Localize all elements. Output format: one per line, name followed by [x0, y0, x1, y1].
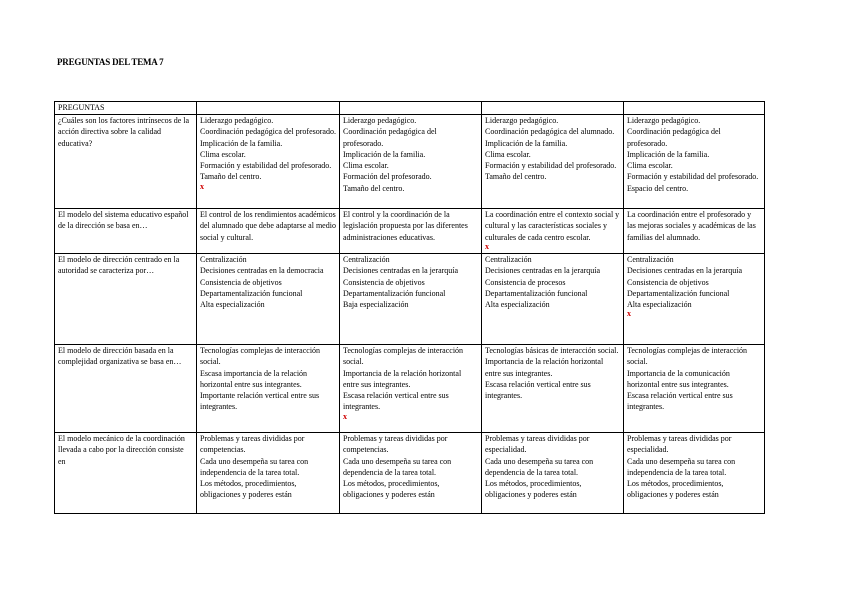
question-row: [55, 254, 765, 345]
option-line: Departamentalización funcional: [485, 288, 588, 298]
option-line: Escasa relación vertical entre sus integrantes.: [627, 391, 733, 412]
option-line: Centralización: [200, 255, 247, 264]
answer-option-cell: [340, 254, 482, 345]
option-line: Los métodos, procedimientos, obligaciones y poderes están: [485, 479, 582, 500]
option-line: Los métodos, procedimientos, obligaciones y poderes están: [627, 479, 724, 500]
option-line: Alta especialización: [485, 300, 550, 310]
answer-option-cell: [482, 115, 624, 209]
question-text: El modelo mecánico de la coordinación llevada a cabo por la dirección consiste en: [58, 434, 185, 466]
answer-option-cell: [624, 115, 765, 209]
option-line: Coordinación pedagógica del profesorado.: [343, 127, 437, 148]
answer-option-cell: [340, 115, 482, 209]
option-line: Baja especialización: [343, 300, 409, 310]
question-cell: [55, 254, 197, 345]
option-line: Liderazgo pedagógico.: [627, 116, 701, 125]
answer-option-cell: [482, 345, 624, 433]
option-line: Cada uno desempeña su tarea con independencia de la tarea total.: [627, 456, 736, 477]
question-row: [55, 433, 765, 514]
question-text: El modelo del sistema educativo español de la dirección se basa en…: [58, 210, 189, 231]
questions-table: [54, 101, 765, 514]
correct-answer-mark: x: [485, 241, 489, 251]
question-text: ¿Cuáles son los factores intrínsecos de la acción directiva sobre la calidad educativa?: [58, 116, 190, 148]
option-line: Formación y estabilidad del profesorado.: [627, 172, 759, 182]
option-line: Departamentalización funcional: [200, 288, 303, 298]
option-line: Clima escolar.: [343, 161, 389, 171]
correct-answer-mark: x: [627, 309, 631, 319]
option-line: Liderazgo pedagógico.: [343, 116, 417, 125]
option-line: Formación y estabilidad del profesorado.: [485, 161, 617, 171]
option-line: Escasa importancia de la relación horizontal entre sus integrantes.: [200, 368, 308, 389]
option-line: Importancia de la comunicación horizontal entre sus integrantes.: [627, 368, 730, 389]
option-line: Problemas y tareas divididas por competencias.: [200, 434, 305, 455]
option-line: Cada uno desempeña su tarea con dependencia de la tarea total.: [485, 456, 594, 477]
option-line: Consistencia de objetivos: [627, 277, 709, 287]
option-line: El control y la coordinación de la legislación propuesta por las diferentes administraciones educativas.: [343, 210, 468, 242]
question-cell: [55, 345, 197, 433]
option-line: Decisiones centradas en la jerarquía: [343, 266, 459, 276]
header-cell: [482, 102, 624, 115]
question-cell: [55, 433, 197, 514]
answer-option-cell: [624, 345, 765, 433]
option-line: Coordinación pedagógica del alumnado.: [485, 127, 615, 137]
option-line: Cada uno desempeña su tarea con independencia de la tarea total.: [200, 456, 309, 477]
answer-option-cell: [482, 209, 624, 254]
option-line: Alta especialización: [200, 300, 265, 310]
answer-option-cell: [624, 209, 765, 254]
option-line: Los métodos, procedimientos, obligaciones y poderes están: [200, 479, 297, 500]
option-line: Liderazgo pedagógico.: [200, 116, 274, 125]
answer-option-cell: [340, 433, 482, 514]
question-cell: [55, 115, 197, 209]
option-line: Centralización: [627, 255, 674, 264]
option-line: Centralización: [343, 255, 390, 264]
option-line: Consistencia de objetivos: [200, 277, 282, 287]
document-title: PREGUNTAS DEL TEMA 7: [57, 57, 164, 67]
option-line: Clima escolar.: [485, 149, 531, 159]
header-cell: [197, 102, 340, 115]
question-text: El modelo de dirección centrado en la autoridad se caracteriza por…: [58, 255, 180, 276]
option-line: Centralización: [485, 255, 532, 264]
question-row: [55, 345, 765, 433]
header-cell: [340, 102, 482, 115]
option-line: Tecnologías complejas de interacción social.: [627, 346, 748, 367]
option-line: Implicación de la familia.: [343, 149, 426, 159]
answer-option-cell: [340, 345, 482, 433]
option-line: Decisiones centradas en la jerarquía: [485, 266, 601, 276]
option-line: Cada uno desempeña su tarea con dependencia de la tarea total.: [343, 456, 452, 477]
option-line: Tecnologías complejas de interacción social.: [200, 346, 321, 367]
option-line: Implicación de la familia.: [200, 138, 283, 148]
answer-option-cell: [624, 433, 765, 514]
answer-option-cell: [482, 254, 624, 345]
option-line: Problemas y tareas divididas por especialidad.: [485, 434, 590, 455]
option-line: Importante relación vertical entre sus integrantes.: [200, 391, 320, 412]
answer-option-cell: [197, 209, 340, 254]
option-line: El control de los rendimientos académicos del alumnado que debe adaptarse al medio social y cultural.: [200, 210, 336, 242]
option-line: Problemas y tareas divididas por competencias.: [343, 434, 448, 455]
answer-option-cell: [482, 433, 624, 514]
header-row: [55, 102, 765, 115]
header-cell: [624, 102, 765, 115]
option-line: Implicación de la familia.: [627, 149, 710, 159]
option-line: Tamaño del centro.: [343, 183, 405, 193]
option-line: Alta especialización: [627, 300, 692, 310]
option-line: Departamentalización funcional: [343, 288, 446, 298]
option-line: Problemas y tareas divididas por especialidad.: [627, 434, 732, 455]
option-line: Escasa relación vertical entre sus integrantes.: [343, 391, 449, 412]
option-line: Tamaño del centro.: [485, 172, 547, 182]
question-text: El modelo de dirección basada en la complejidad organizativa se basa en…: [58, 346, 182, 367]
option-line: Escasa relación vertical entre sus integrantes.: [485, 379, 591, 401]
option-line: Tecnologías básicas de interacción social.: [485, 346, 619, 355]
option-line: Los métodos, procedimientos, obligaciones y poderes están: [343, 479, 440, 500]
option-line: Consistencia de procesos: [485, 277, 566, 287]
correct-answer-mark: x: [343, 411, 347, 421]
answer-option-cell: [624, 254, 765, 345]
correct-answer-mark: x: [200, 181, 204, 191]
answer-option-cell: [340, 209, 482, 254]
option-line: Tamaño del centro.: [200, 172, 262, 182]
option-line: La coordinación entre el profesorado y las mejoras sociales y académicas de las familias del alumnado.: [627, 210, 756, 242]
option-line: Importancia de la relación horizontal entre sus integrantes.: [343, 368, 462, 389]
option-line: Clima escolar.: [627, 161, 673, 171]
question-row: [55, 209, 765, 254]
answer-option-cell: [197, 433, 340, 514]
option-line: Coordinación pedagógica del profesorado.: [200, 127, 336, 137]
option-line: Espacio del centro.: [627, 183, 689, 193]
option-line: Departamentalización funcional: [627, 288, 730, 298]
option-line: Decisiones centradas en la democracia: [200, 266, 324, 276]
option-line: Liderazgo pedagógico.: [485, 116, 559, 125]
option-line: Formación del profesorado.: [343, 172, 432, 182]
question-row: [55, 115, 765, 209]
option-line: Tecnologías complejas de interacción social.: [343, 346, 464, 367]
question-cell: [55, 209, 197, 254]
option-line: Decisiones centradas en la jerarquía: [627, 266, 743, 276]
answer-option-cell: [197, 115, 340, 209]
header-cell: PREGUNTAS: [55, 102, 197, 115]
option-line: Formación y estabilidad del profesorado.: [200, 161, 332, 171]
answer-option-cell: [197, 254, 340, 345]
option-line: Clima escolar.: [200, 149, 246, 159]
option-line: La coordinación entre el contexto social y cultural y las características sociales y culturales de cada centro escolar.: [485, 210, 620, 242]
option-line: Implicación de la familia.: [485, 138, 568, 148]
option-line: Importancia de la relación horizontal entre sus integrantes.: [485, 357, 604, 378]
answer-option-cell: [197, 345, 340, 433]
option-line: Coordinación pedagógica del profesorado.: [627, 127, 721, 148]
option-line: Consistencia de objetivos: [343, 277, 425, 287]
